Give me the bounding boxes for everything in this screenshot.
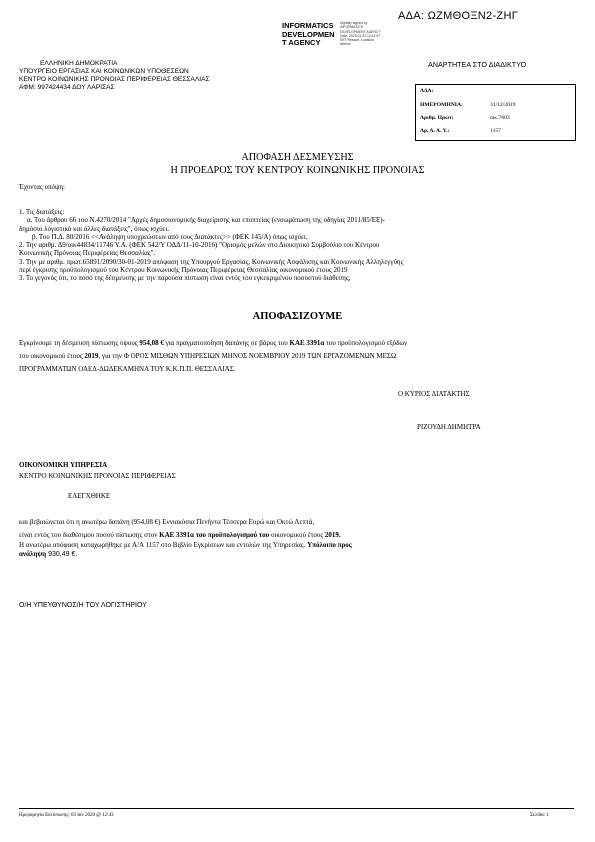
box-protocol-label: Αριθμ. Πρωτ: [420, 115, 454, 121]
box-date-label: ΗΜΕΡΟΜΗΝΙΑ: [420, 102, 463, 108]
certify-text-part: οικονομικού έτους [269, 530, 325, 539]
finance-title: ΟΙΚΟΝΟΜΙΚΗ ΥΠΗΡΕΣΙΑ [19, 461, 108, 469]
certify-line: και βεβαιώνεται ότι η ανωτέρω δαπάνη (954,08 €) Εννιακόσια Πενήντα Τέσσερα Ευρώ και Οκτώ Λεπτά, [19, 518, 315, 526]
certify-text-part: Η ανωτέρω απόφαση καταχωρήθηκε με Α/Α 1157 στο Βιβλίο Εγκρίσεων και εντολών της Υπηρεσίας. [19, 541, 308, 549]
box-ada-label: ΑΔΑ: [420, 88, 434, 94]
accounting-head: Ο/Η ΥΠΕΥΘΥΝΟΣ/Η ΤΟΥ ΛΟΓΙΣΤΗΡΙΟΥ [19, 602, 147, 609]
protocol-box [415, 84, 576, 141]
certification-text [19, 516, 352, 559]
certify-balance-label: Υπόλοιπο προς [307, 541, 352, 549]
decision-amount: 954,08 € [139, 339, 164, 347]
decision-kae: ΚΑΕ 3391α [289, 339, 325, 347]
issuer-line: ΥΠΟΥΡΓΕΙΟ ΕΡΓΑΣΙΑΣ ΚΑΙ ΚΟΙΝΩΝΙΚΩΝ ΥΠΟΘΕΣΕΩΝ [19, 68, 189, 76]
certify-year: 2019. [324, 530, 341, 539]
considering-label: Έχοντας υπόψη: [19, 183, 65, 191]
logo-line: INFORMATICS [282, 21, 334, 30]
decision-heading: ΑΠΟΦΑΣΙΖΟΥΜΕ [252, 311, 343, 322]
decision-year: 2019 [84, 352, 99, 360]
certify-line [19, 529, 352, 542]
digital-signature-details: Digitally signed by INFORMATICS DEVELOPMENT AGENCY Date: 2020.01.03 12:43:57 EET Reason: Location: Athens [340, 21, 381, 47]
decision-text-part: , για την Φ ΟΡΟΣ ΜΙΣΘΩΝ ΥΠΗΡΕΣΙΩΝ ΜΗΝΟΣ ΝΟΕΜΒΡΙΟΥ 2019 ΤΩΝ ΕΡΓΑΖΟΜΕΝΩΝ ΜΕΣΩ [98, 352, 397, 360]
box-aay-label: Αρ. Α. Α. Υ.: [420, 128, 450, 134]
decision-text-part: του οικονομικού έτους [19, 352, 85, 360]
print-date: Ημερομηνία Εκτύπωσης: 03 Ιαν 2020 @ 12:43 [19, 813, 114, 818]
signer-role: Ο ΚΥΡΙΟΣ ΔΙΑΤΑΚΤΗΣ [398, 390, 470, 398]
decision-text-part: Εγκρίνουμε τη δέσμευση πίστωσης ύψους [19, 339, 140, 347]
issuer-line: ΚΕΝΤΡΟ ΚΟΙΝΩΝΙΚΗΣ ΠΡΟΝΟΙΑΣ ΠΕΡΙΦΕΡΕΙΑΣ ΘΕΣΣΑΛΙΑΣ [19, 76, 210, 84]
consideration-line: α. Του άρθρου 66 του Ν.4270/2014 "Αρχές δημοσιονομικής διαχείρισης και εποπτείας (ενσωμάτωση της οδηγίας 2011/85/ΕΕ)- [27, 216, 385, 225]
certify-kae: ΚΑΕ 3391α του προϋπολογισμού του [159, 530, 270, 539]
box-protocol-value: οικ.7603 [490, 115, 510, 121]
page-number: Σελίδα: 1 [530, 813, 549, 818]
decision-text [19, 337, 407, 376]
consideration-line: Κοινωνικής Πρόνοιας Περιφέρειας Θεσσαλίας". [19, 249, 156, 258]
logo-line: DEVELOPMEN [282, 29, 335, 39]
box-aay-value: 1157 [490, 128, 501, 134]
checked-label: ΕΛΕΓΧΘΗΚΕ [68, 492, 111, 500]
certify-text-part: είναι εντός του διαθέσιμου ποσού πίστωσης στον [19, 530, 160, 539]
decision-line [19, 337, 407, 350]
consideration-line: δημόσιο λογιστικό και άλλες διατάξεις", όπως ισχύει. [19, 224, 170, 233]
consideration-line: 3. Την με αριθμ. πρωτ.65891/2090/30-01-2019 απόφαση της Υπουργού Εργασίας, Κοινωνικής Ασφάλισης και Κοινωνικής Αλληλεγγύης [19, 257, 404, 266]
signer-name: ΡΙΖΟΥΔΗ ΔΗΜΗΤΡΑ [417, 423, 481, 431]
consideration-line: β. Του Π.Δ. 80/2016 <<Ανάληψη υποχρεώσεων από τους Διατάκτες>> (ΦΕΚ 145/Α) όπως ισχύει. [32, 232, 308, 241]
decision-line: ΠΡΟΓΡΑΜΜΑΤΩΝ ΟΑΕΔ-ΔΩΔΕΚΑΜΗΝΑ ΤΟΥ Κ.Κ.Π.Π. ΘΕΣΣΑΛΙΑΣ. [19, 365, 236, 373]
certify-balance-value: 930,49 €. [46, 551, 78, 558]
box-date-value: 31/12/2019 [490, 102, 516, 108]
issuer-line: ΑΦΜ: 997424434 ΔΟΥ ΛΑΡΙΣΑΣ [19, 84, 115, 92]
consideration-line: 2. Την αριθμ. Δ9/οικ44834/11746 Υ.Α. (ΦΕΚ 542/Υ ΟΔΔ/11-10-2016) "Ορισμός μελών στο Διοικητικό Συμβούλιο του Κέντρου [19, 241, 380, 250]
consideration-line: 1. Τις διατάξεις: [19, 208, 65, 216]
internet-publish-label: ΑΝΑΡΤΗΤΕΑ ΣΤΟ ΔΙΑΔΙΚΤΥΟ [428, 60, 527, 69]
document-title: ΑΠΟΦΑΣΗ ΔΕΣΜΕΥΣΗΣ [241, 152, 354, 163]
consideration-line: 3. Το γεγονός ότι, το ποσό της δέσμευσης με την παρούσα πίστωση είναι εντός του εγκεκριμένου ποσοστού διάθεσης, [19, 274, 351, 283]
issuer-line: ΕΛΛΗΝΙΚΗ ΔΗΜΟΚΡΑΤΙΑ [40, 60, 118, 67]
decision-text-part: για πραγματοποίηση δαπάνης σε βάρος του [163, 339, 290, 347]
certify-line [19, 541, 352, 550]
certify-balance-label: ανάληψη [19, 550, 47, 558]
issuer-block [19, 60, 210, 92]
considerations-list [19, 208, 403, 283]
certify-line [19, 550, 352, 559]
document-subtitle: Η ΠΡΟΕΔΡΟΣ ΤΟΥ ΚΕΝΤΡΟΥ ΚΟΙΝΩΝΙΚΗΣ ΠΡΟΝΟΙΑΣ [170, 165, 425, 176]
consideration-line: περί έγκρισης προϋπολογισμού του Κέντρου Κοινωνικής Πρόνοιας Περιφέρειας Θεσσαλίας οικονομικού έτους 2019 [19, 266, 348, 275]
signature-logo [282, 22, 335, 48]
decision-text-part: του προϋπολογισμού εξόδων [324, 339, 408, 347]
ada-code: ΑΔΑ: ΩΖΜΘΟΞΝ2-ΖΗΓ [398, 10, 519, 22]
footer-divider [19, 808, 574, 809]
decision-line [19, 350, 407, 363]
logo-line: T AGENCY [282, 38, 321, 47]
finance-subtitle: ΚΕΝΤΡΟ ΚΟΙΝΩΝΙΚΗΣ ΠΡΟΝΟΙΑΣ ΠΕΡΙΦΕΡΕΙΑΣ [19, 472, 176, 480]
